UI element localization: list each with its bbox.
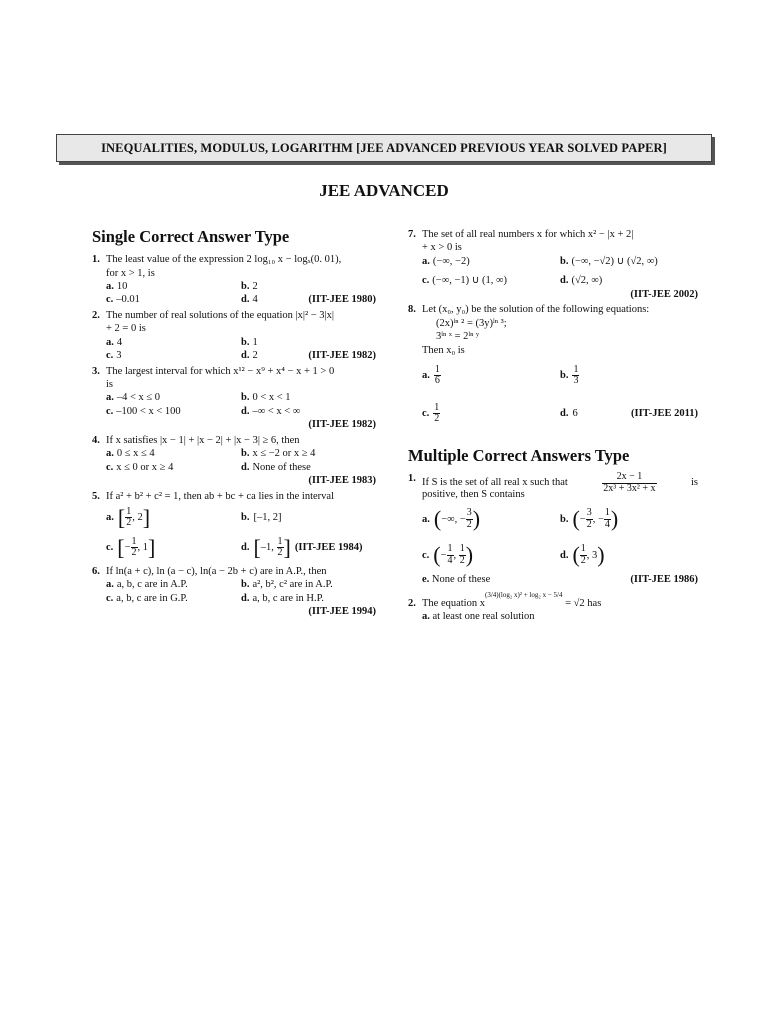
exam-source: (IIT-JEE 1984)	[294, 542, 363, 554]
option-b: b. x ≤ −2 or x ≥ 4	[241, 448, 316, 460]
option-a: a. at least one real solution	[422, 611, 535, 623]
section-heading-multiple: Multiple Correct Answers Type	[408, 445, 630, 465]
exam-source: (IIT-JEE 1982)	[308, 419, 376, 431]
question-text: The equation	[422, 597, 478, 609]
question-text: If ln(a + c), ln (a − c), ln(a − 2b + c) are in A.P., then	[106, 565, 327, 577]
question-6: 6. If ln(a + c), ln (a − c), ln(a − 2b + c) are in A.P., then a. a, b, c are in A.P. b. a², b², c² are in A.P. c. a, b, c are in G.P. d. a, b, c are in H.P. (IIT-JEE 1994)	[92, 565, 376, 618]
option-d: d. 6 (IIT-JEE 2011)	[560, 408, 698, 420]
question-text: Let (x₀, y₀) be the solution of the following equations:	[422, 304, 650, 316]
option-b: b. 0 < x < 1	[241, 392, 291, 404]
option-c: c. a, b, c are in G.P.	[106, 592, 188, 604]
option-d: d. –∞ < x < ∞	[241, 405, 301, 417]
exam-source: (IIT-JEE 2002)	[630, 288, 698, 300]
option-a: a. a, b, c are in A.P.	[106, 579, 188, 591]
section-heading-single: Single Correct Answer Type	[92, 227, 290, 246]
option-b: b. 1	[241, 336, 258, 348]
multi-question-2: 2. The equation x(3/4)(log₂ x)² + log₂ x − 5/4 = √2 has a. at least one real solution	[408, 597, 698, 624]
fraction-expression: $\frac{2x - 1}{\text{2x³ + 3x² + x}}$	[603, 471, 656, 494]
exam-source: (IIT-JEE 1983)	[308, 475, 376, 487]
section-banner: INEQUALITIES, MODULUS, LOGARITHM [JEE ADVANCED PREVIOUS YEAR SOLVED PAPER]	[56, 134, 712, 162]
multi-question-1: 1. If S is the set of all real x such that $\frac{2x - 1}{\text{2x³ + 3x² + x}}$ is positive, then S contains a. ( − ∞ , − $\frac{3}{2}$ ) b. ( − $\frac{3}{2}$ , − $\frac{1}{4}$ ) c. ( − $\frac{1}{4}$ , $\frac{1}{2}$ ) d. ( $\frac{1}{2}$ , 3 ) e. None of these (IIT-JEE 1986)	[408, 471, 698, 586]
exam-source: (IIT-JEE 1994)	[308, 606, 376, 618]
option-c: c. –100 < x < 100	[106, 405, 181, 417]
option-d: d. a, b, c are in H.P.	[241, 592, 324, 604]
option-c: c. ( − $\frac{1}{4}$ , $\frac{1}{2}$ )	[422, 542, 474, 568]
option-c: c. [ − $\frac{1}{2}$ , 1 ]	[106, 534, 156, 560]
option-c: c. x ≤ 0 or x ≥ 4	[106, 461, 174, 473]
option-a: a. [ $\frac{1}{2}$ , 2 ]	[106, 504, 151, 530]
option-d: d. (√2, ∞)	[560, 275, 603, 287]
question-text: If S is the set of all real x such that	[422, 477, 568, 489]
question-text: If a² + b² + c² = 1, then ab + bc + ca lies in the interval	[106, 490, 334, 502]
question-text-cont: for x > 1, is	[106, 267, 155, 279]
question-7: 7. The set of all real numbers x for which x² − |x + 2| + x > 0 is a. (−∞, −2) b. (−∞, −√2) ∪ (√2, ∞) c. (−∞, −1) ∪ (1, ∞) d. (√2, ∞) (IIT-JEE 2002)	[408, 229, 698, 300]
option-d: d. ( $\frac{1}{2}$ , 3 )	[560, 542, 605, 568]
question-text: The largest interval for which x¹² − x⁹ + x⁴ − x + 1 > 0	[106, 365, 335, 377]
exam-source: (IIT-JEE 1980)	[308, 294, 376, 306]
option-d: d. 4 (IIT-JEE 1980)	[241, 294, 376, 306]
right-column	[408, 228, 698, 626]
option-a: a. 4	[106, 336, 123, 348]
question-4: 4. If x satisfies |x − 1| + |x − 2| + |x − 3| ≥ 6, then a. 0 ≤ x ≤ 4 b. x ≤ −2 or x ≥ 4 c. x ≤ 0 or x ≥ 4 d. None of these (IIT-JEE 1983)	[92, 434, 376, 487]
option-d: d. None of these	[241, 461, 311, 473]
equation-2: 3ˡⁿ ˣ = 2ˡⁿ ʸ	[436, 331, 480, 343]
exponent-expression: (3/4)(log₂ x)² + log₂ x − 5/4	[484, 590, 563, 599]
question-text: If x satisfies |x − 1| + |x − 2| + |x − 3| ≥ 6, then	[106, 434, 300, 446]
option-b: b. 2	[241, 280, 258, 292]
option-a: a. (−∞, −2)	[422, 255, 470, 267]
option-c: c. –0.01	[106, 294, 140, 306]
exam-source: (IIT-JEE 2011)	[630, 408, 698, 420]
option-a: a. –4 < x ≤ 0	[106, 392, 161, 404]
question-number: 1.	[92, 254, 100, 266]
equation-1: (2x)ˡⁿ ² = (3y)ˡⁿ ³;	[436, 317, 507, 329]
question-text: The number of real solutions of the equation |x|² − 3|x|	[106, 309, 335, 321]
question-8: 8. Let (x₀, y₀) be the solution of the following equations: (2x)ˡⁿ ² = (3y)ˡⁿ ³; 3ˡⁿ ˣ = 2ˡⁿ ʸ Then x₀ is a. $\frac{1}{6}$ b. $\frac{1}{3}$ c. $\frac{1}{2}$ d. 6 (IIT-JEE 2011)	[408, 303, 698, 433]
option-a: a. 10	[106, 280, 128, 292]
page-title: JEE ADVANCED	[319, 181, 449, 200]
option-c: c. 3	[106, 350, 122, 362]
left-column	[92, 226, 376, 621]
question-3: 3. The largest interval for which x¹² − x⁹ + x⁴ − x + 1 > 0 is a. –4 < x ≤ 0 b. 0 < x < 1 c. –100 < x < 100 d. –∞ < x < ∞ (IIT-JEE 1982)	[92, 365, 376, 431]
option-b: b. ( − $\frac{3}{2}$ , − $\frac{1}{4}$ )	[560, 506, 619, 532]
option-c: c. (−∞, −1) ∪ (1, ∞)	[422, 275, 508, 287]
exam-source: (IIT-JEE 1986)	[630, 574, 698, 586]
question-text: The least value of the expression 2 log₁₀ x − logₓ(0. 01),	[106, 254, 342, 266]
option-a: a. 0 ≤ x ≤ 4	[106, 448, 155, 460]
option-b: b. $\frac{1}{3}$	[560, 363, 579, 387]
option-e: e. None of these (IIT-JEE 1986)	[422, 574, 698, 586]
option-c: c. $\frac{1}{2}$	[422, 401, 440, 425]
option-b: b. a², b², c² are in A.P.	[241, 579, 333, 591]
option-d: d. 2 (IIT-JEE 1982)	[241, 350, 376, 362]
option-b: b. [–1, 2]	[241, 512, 282, 524]
question-text: The set of all real numbers x for which x² − |x + 2|	[422, 229, 634, 240]
question-2: 2. The number of real solutions of the equation |x|² − 3|x| + 2 = 0 is a. 4 b. 1 c. 3 d. 2 (IIT-JEE 1982)	[92, 309, 376, 362]
option-d: d. [ –1 , $\frac{1}{2}$ ] (IIT-JEE 1984)	[241, 534, 363, 560]
option-a: a. $\frac{1}{6}$	[422, 363, 440, 387]
option-a: a. ( − ∞ , − $\frac{3}{2}$ )	[422, 506, 481, 532]
question-1	[92, 253, 376, 307]
exam-source: (IIT-JEE 1982)	[308, 350, 376, 362]
question-5: 5. If a² + b² + c² = 1, then ab + bc + ca lies in the interval a. [ $\frac{1}{2}$ , 2 ] b. [–1, 2] c. [ − $\frac{1}{2}$ , 1 ] d. [ –1 , $\frac{1}{2}$ ] (IIT-JEE 1984)	[92, 490, 376, 563]
option-b: b. (−∞, −√2) ∪ (√2, ∞)	[560, 255, 658, 267]
